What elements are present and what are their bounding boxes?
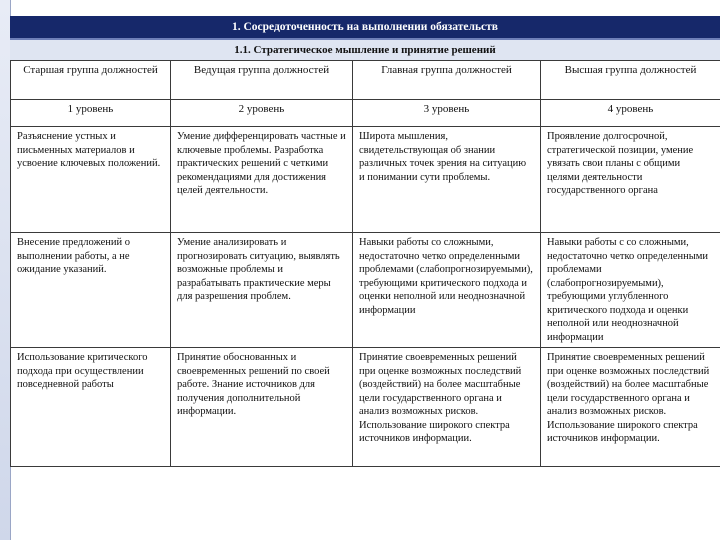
table-row (11, 127, 720, 233)
level-row (11, 100, 720, 127)
level-cell: 3 уровень (353, 100, 541, 127)
table-cell: Навыки работы со сложными, недостаточно четко определенными проблемами (слабопрогнозируемыми), требующими критического подхода и оценки неполной или неоднозначной информации (353, 233, 541, 348)
table-cell: Разъяснение устных и письменных материалов и усвоение ключевых положений. (11, 127, 171, 233)
table-row (11, 233, 720, 348)
level-cell: 4 уровень (541, 100, 720, 127)
table-cell: Навыки работы с со сложными, недостаточно четко определенными проблемами (слабопрогнозируемыми), требующими углубленного критического подхода и оценки неполной или неоднозначной информации (541, 233, 720, 348)
competency-table (10, 60, 720, 467)
section-subtitle: 1.1. Стратегическое мышление и принятие решений (10, 40, 720, 60)
table-cell: Умение дифференцировать частные и ключевые проблемы. Разработка практических решений с четкими рекомендациями для достижения целей деятельности. (171, 127, 353, 233)
table-header-row (11, 61, 720, 100)
level-cell: 2 уровень (171, 100, 353, 127)
level-cell: 1 уровень (11, 100, 171, 127)
table-cell: Умение анализировать и прогнозировать ситуацию, выявлять возможные проблемы и разрабатывать практические меры для разрешения проблем. (171, 233, 353, 348)
table-cell: Внесение предложений о выполнении работы, а не ожидание указаний. (11, 233, 171, 348)
column-header: Высшая группа должностей (541, 61, 720, 100)
column-header: Старшая группа должностей (11, 61, 171, 100)
table-cell: Принятие своевременных решений при оценке возможных последствий (воздействий) на более масштабные цели государственного органа и анализ возможных рисков. Использование широкого спектра источников информации. (541, 348, 720, 467)
table-cell: Проявление долгосрочной, стратегической позиции, умение увязать свои планы с общими целями деятельности государственного органа (541, 127, 720, 233)
table-cell: Использование критического подхода при осуществлении повседневной работы (11, 348, 171, 467)
table-cell: Принятие обоснованных и своевременных решений по своей работе. Знание источников для получения дополнительной информации. (171, 348, 353, 467)
column-header: Ведущая группа должностей (171, 61, 353, 100)
table-cell: Принятие своевременных решений при оценке возможных последствий (воздействий) на более масштабные цели государственного органа и анализ возможных рисков. Использование широкого спектра источников информации. (353, 348, 541, 467)
column-header: Главная группа должностей (353, 61, 541, 100)
table-cell: Широта мышления, свидетельствующая об знании различных точек зрения на ситуацию и понимании сути проблемы. (353, 127, 541, 233)
page-title: 1. Сосредоточенность на выполнении обязательств (10, 16, 720, 40)
table-row (11, 348, 720, 467)
